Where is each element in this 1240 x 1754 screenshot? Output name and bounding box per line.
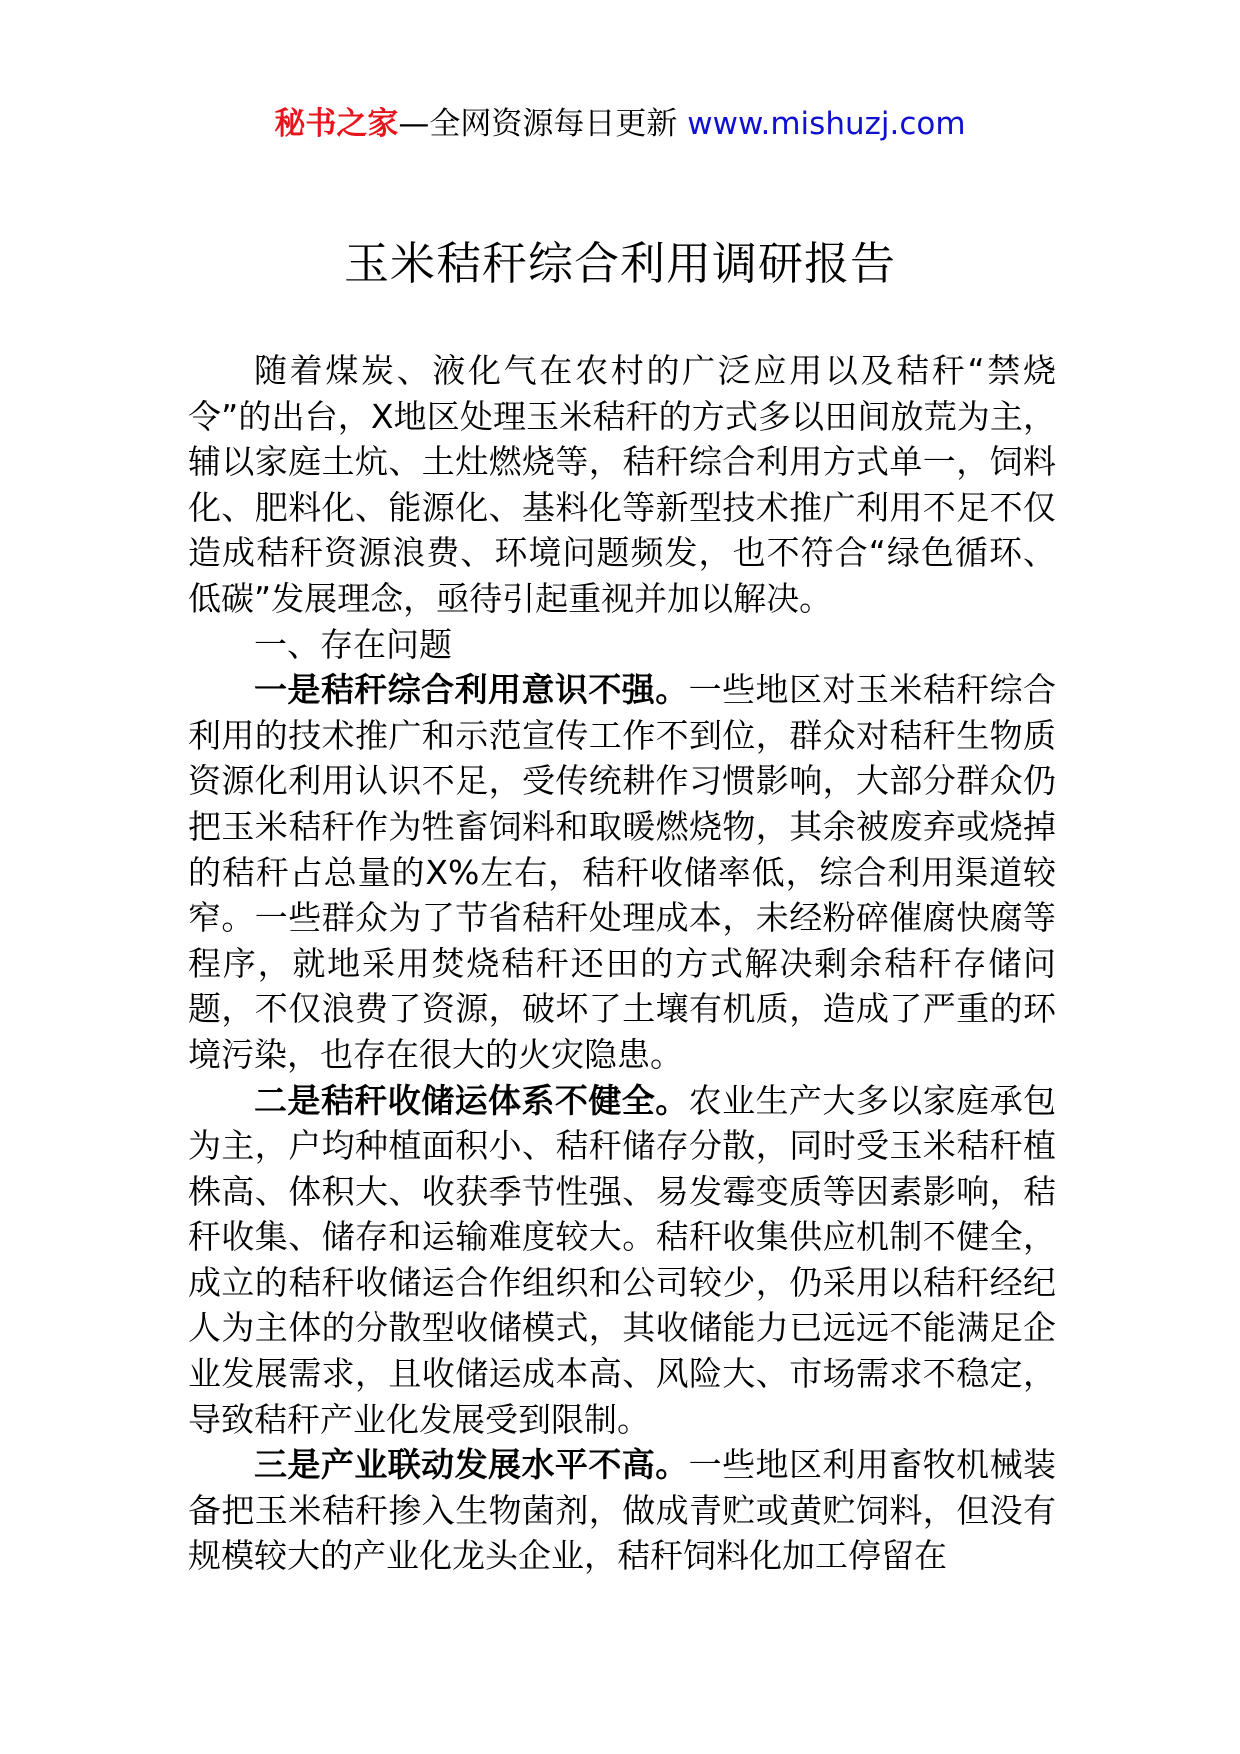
point-lead: 一是秸秆综合利用意识不强。: [254, 670, 689, 710]
point-lead: 三是产业联动发展水平不高。: [254, 1445, 689, 1485]
point-paragraph-2: [188, 1078, 1056, 1443]
document-body: [188, 348, 1056, 1579]
point-paragraph-1: [188, 667, 1056, 1077]
brand-name: 秘书之家: [274, 106, 399, 142]
section-heading: 一、存在问题: [254, 624, 452, 664]
point-text: 一些地区对玉米秸秆综合利用的技术推广和示范宣传工作不到位，群众对秸秆生物质资源化利用认识不足，受传统耕作习惯影响，大部分群众仍把玉米秸秆作为牲畜饲料和取暖燃烧物，其余被废弃或烧掉的秸秆占总量的X%左右，秸秆收储率低，综合利用渠道较窄。一些群众为了节省秸秆处理成本，未经粉碎催腐快腐等程序，就地采用焚烧秸秆还田的方式解决剩余秸秆存储问题，不仅浪费了资源，破坏了土壤有机质，造成了严重的环境污染，也存在很大的火灾隐患。: [188, 670, 1057, 1074]
document-title: 玉米秸秆综合利用调研报告: [343, 237, 896, 290]
point-lead: 二是秸秆收储运体系不健全。: [254, 1080, 689, 1120]
site-banner: [0, 104, 1240, 144]
brand-slogan: —全网资源每日更新: [398, 106, 678, 142]
point-text: 农业生产大多以家庭承包为主，户均种植面积小、秸秆储存分散，同时受玉米秸秆植株高、体积大、收获季节性强、易发霉变质等因素影响，秸秆收集、储存和运输难度较大。秸秆收集供应机制不健全，成立的秸秆收储运合作组织和公司较少，仍采用以秸秆经纪人为主体的分散型收储模式，其收储能力已远远不能满足企业发展需求，且收储运成本高、风险大、市场需求不稳定，导致秸秆产业化发展受到限制。: [188, 1080, 1057, 1439]
site-url-link[interactable]: www.mishuzj.com: [687, 106, 966, 142]
intro-paragraph: 随着煤炭、液化气在农村的广泛应用以及秸秆“禁烧令”的出台，X地区处理玉米秸秆的方式多以田间放荒为主，辅以家庭土炕、土灶燃烧等，秸秆综合利用方式单一，饲料化、肥料化、能源化、基料化等新型技术推广利用不足不仅造成秸秆资源浪费、环境问题频发，也不符合“绿色循环、低碳”发展理念，亟待引起重视并加以解决。: [188, 351, 1056, 618]
point-text: 一些地区利用畜牧机械装备把玉米秸秆掺入生物菌剂，做成青贮或黄贮饲料，但没有规模较大的产业化龙头企业，秸秆饲料化加工停留在: [188, 1445, 1057, 1576]
point-paragraph-3: [188, 1442, 1056, 1579]
